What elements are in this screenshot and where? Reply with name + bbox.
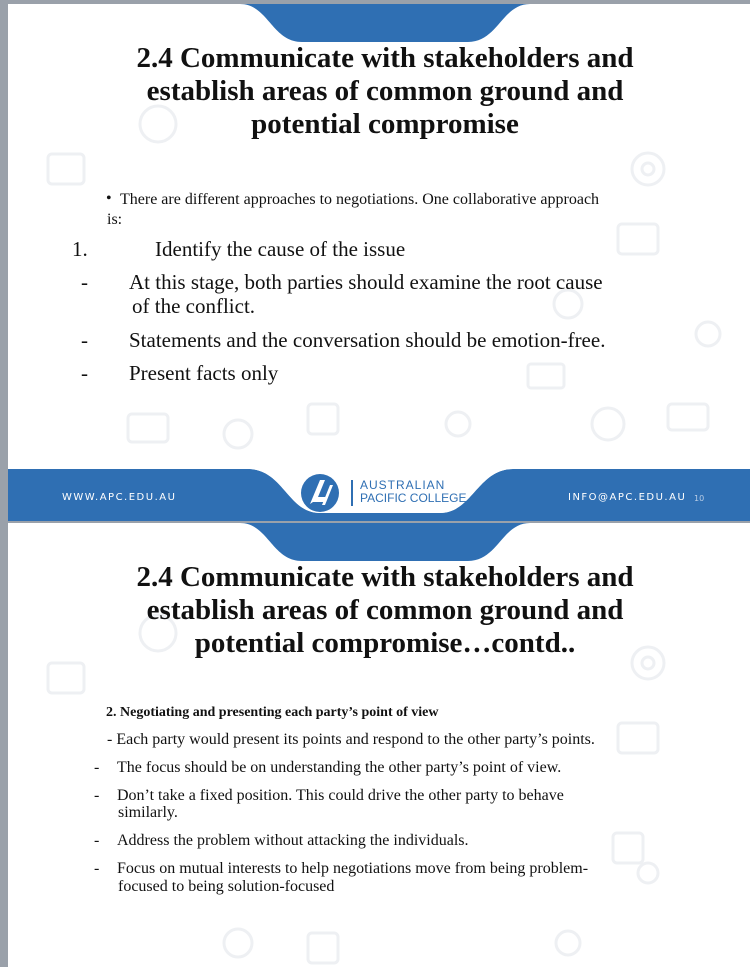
subheading: 2. Negotiating and presenting each party’s point of view bbox=[106, 705, 439, 720]
list-item-1: The focus should be on understanding the other party’s point of view. bbox=[117, 759, 562, 776]
bullet-text-line1: There are different approaches to negotiations. One collaborative approach bbox=[120, 191, 600, 208]
top-header-tab bbox=[240, 4, 530, 44]
logo-emblem-icon bbox=[298, 471, 342, 515]
dash-marker: - bbox=[94, 759, 100, 776]
logo-text-line2: PACIFIC COLLEGE bbox=[360, 491, 467, 505]
title-line: 2.4 Communicate with stakeholders and bbox=[136, 561, 634, 593]
footer-website: WWW.APC.EDU.AU bbox=[62, 492, 177, 503]
page-number: 10 bbox=[694, 494, 705, 503]
list-item-3: Address the problem without attacking the individuals. bbox=[117, 832, 469, 849]
list-item-2-line1: Don’t take a fixed position. This could drive the other party to behave bbox=[117, 787, 564, 804]
logo-divider bbox=[351, 480, 353, 506]
title-line: establish areas of common ground and bbox=[146, 75, 624, 107]
title-line: potential compromise bbox=[251, 108, 519, 140]
slide-1 bbox=[8, 4, 750, 521]
dash-marker: - bbox=[94, 832, 100, 849]
list-item-4-line2: focused to being solution-focused bbox=[118, 878, 335, 895]
title-line: 2.4 Communicate with stakeholders and bbox=[136, 42, 634, 74]
step-number: 1. bbox=[72, 237, 88, 261]
bullet-text-line2: is: bbox=[107, 211, 123, 228]
dash-marker: - bbox=[81, 361, 88, 385]
list-item-2-line2: similarly. bbox=[118, 804, 178, 821]
dash-marker: - bbox=[81, 328, 88, 352]
dash-marker: - bbox=[94, 787, 100, 804]
footer-email: INFO@APC.EDU.AU bbox=[568, 492, 687, 503]
step-text: Identify the cause of the issue bbox=[155, 237, 406, 261]
bullet-symbol: • bbox=[106, 190, 112, 207]
dash-marker: - bbox=[81, 270, 88, 294]
intro-text: - Each party would present its points and respond to the other party’s points. bbox=[107, 731, 595, 748]
slide-2 bbox=[8, 523, 750, 967]
top-header-tab bbox=[240, 523, 530, 563]
dash-item-3: Present facts only bbox=[129, 361, 279, 385]
title-line: establish areas of common ground and bbox=[146, 594, 624, 626]
slide-title bbox=[78, 42, 692, 141]
list-item-4-line1: Focus on mutual interests to help negotiations move from being problem- bbox=[117, 860, 589, 877]
dash-item-1-line2: of the conflict. bbox=[132, 294, 256, 318]
college-logo bbox=[298, 471, 468, 515]
dash-item-2: Statements and the conversation should be emotion-free. bbox=[129, 328, 606, 352]
logo-text-line1: AUSTRALIAN bbox=[360, 478, 446, 492]
dash-marker: - bbox=[94, 860, 100, 877]
slide-title bbox=[78, 561, 692, 660]
dash-item-1-line1: At this stage, both parties should examine the root cause bbox=[129, 270, 603, 294]
title-line: potential compromise…contd.. bbox=[194, 627, 576, 659]
